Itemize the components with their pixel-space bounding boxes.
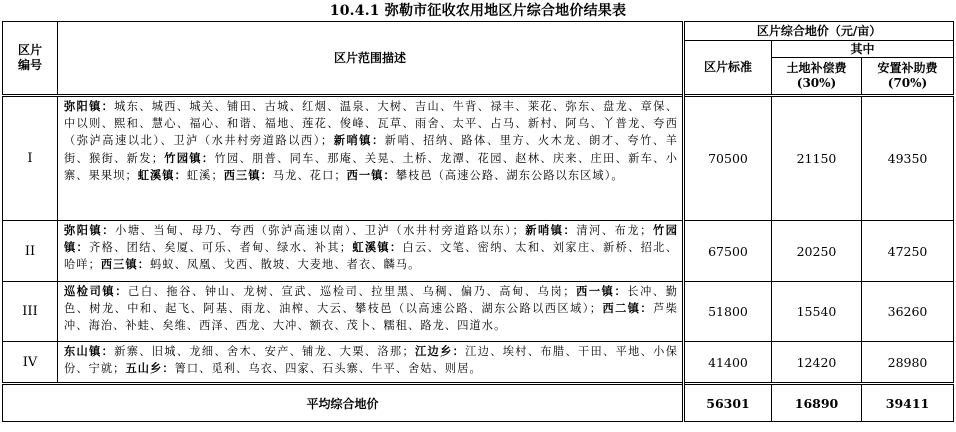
average-resettlement-subsidy: 39411 bbox=[862, 384, 954, 422]
place-list: 箐口、觅利、乌衣、四家、石头寨、牛平、舍姑、则居。 bbox=[174, 362, 482, 376]
header-land-compensation-label: 土地补偿费 bbox=[786, 61, 847, 75]
town-name: 新哨镇： bbox=[524, 223, 577, 237]
header-resettlement-subsidy bbox=[862, 58, 954, 96]
resettlement-subsidy-cell: 49350 bbox=[862, 96, 954, 221]
town-name: 弥阳镇： bbox=[64, 99, 115, 113]
land-compensation-cell: 12420 bbox=[772, 342, 862, 384]
zone-standard-cell: 51800 bbox=[684, 282, 772, 342]
town-name: 西一镇： bbox=[575, 284, 628, 298]
average-row bbox=[3, 384, 954, 422]
place-list: 己白、拖谷、钟山、龙树、宣武、巡检司、拉里黑、乌稠、偏乃、高甸、乌岗； bbox=[128, 285, 576, 298]
zone-standard-cell: 41400 bbox=[684, 342, 772, 384]
header-zone-standard: 区片标准 bbox=[684, 41, 772, 96]
average-zone-standard: 56301 bbox=[684, 384, 772, 422]
town-name: 弥阳镇： bbox=[64, 223, 116, 237]
place-list: 新寨、旧城、龙细、舍木、安产、铺龙、大栗、洛那； bbox=[114, 345, 415, 358]
place-list: 白云、文笔、密纳、太和、刘家庄、新桥、招北、哈咩； bbox=[64, 241, 678, 272]
header-of-which: 其中 bbox=[772, 41, 954, 58]
place-list: 芦柴冲、海治、补蛙、矣维、西泽、西龙、大冲、额衣、茂卜、糯租、路龙、四道水。 bbox=[64, 302, 679, 333]
header-resettlement-subsidy-label: 安置补助费 bbox=[877, 61, 938, 75]
town-name: 西三镇： bbox=[223, 167, 273, 182]
header-row-1 bbox=[3, 22, 954, 41]
header-resettlement-subsidy-pct: (70%) bbox=[887, 76, 928, 90]
town-name: 竹园镇： bbox=[164, 150, 215, 165]
town-name: 江边乡： bbox=[414, 344, 466, 358]
town-name: 虹溪镇： bbox=[352, 240, 403, 255]
place-list: 小塘、当甸、母乃、夸西（弥泸高速以南）、卫泸（水井村旁道路以东）； bbox=[115, 224, 525, 237]
place-list: 虹溪； bbox=[186, 168, 224, 182]
zone-scope-cell bbox=[58, 282, 684, 342]
table-row bbox=[3, 96, 954, 221]
town-name: 西三镇： bbox=[100, 257, 151, 272]
header-composite-price: 区片综合地价（元/亩） bbox=[684, 22, 954, 41]
place-list: 长冲、勤色、树龙、中和、起飞、阿基、雨龙、油榨、大云、攀枝邑（以高速公路、湖东公路以西区域）； bbox=[64, 285, 678, 316]
place-list: 清河、布龙； bbox=[576, 224, 653, 237]
zone-code-cell: I bbox=[3, 96, 58, 221]
zone-standard-cell: 67500 bbox=[684, 221, 772, 282]
town-name: 新哨镇： bbox=[333, 133, 385, 148]
zone-scope-cell bbox=[58, 221, 684, 282]
resettlement-subsidy-cell: 47250 bbox=[862, 221, 954, 282]
table-row bbox=[3, 342, 954, 384]
town-name: 竹园镇： bbox=[64, 223, 679, 255]
land-price-table bbox=[2, 21, 954, 422]
land-compensation-cell: 20250 bbox=[772, 221, 862, 282]
town-name: 西一镇： bbox=[346, 167, 396, 182]
land-compensation-cell: 21150 bbox=[772, 96, 862, 221]
header-zone-scope: 区片范围描述 bbox=[58, 22, 684, 96]
place-list: 马龙、花口； bbox=[272, 168, 347, 182]
town-name: 西二镇： bbox=[602, 301, 654, 316]
header-zone-code: 区片编号 bbox=[3, 22, 58, 96]
zone-standard-cell: 70500 bbox=[684, 96, 772, 221]
land-compensation-cell: 15540 bbox=[772, 282, 862, 342]
place-list: 攀枝邑（高速公路、湖东公路以东区域）。 bbox=[395, 168, 624, 182]
table-row bbox=[3, 282, 954, 342]
place-list: 城东、城西、城关、铺田、古城、红烟、温泉、大树、吉山、牛背、禄丰、莱花、弥东、盘龙、章保、中以则、熙和、慧心、福心、和谐、福地、莲花、俊峰、瓦草、雨舍、太平、占马、新村、阿乌、丫普龙、夸西（弥泸高速以北）、卫泸（水井村旁道路以西）； bbox=[64, 100, 678, 148]
zone-code-cell: III bbox=[3, 282, 58, 342]
zone-scope-cell bbox=[58, 96, 684, 221]
place-list: 齐格、团结、矣厦、可乐、者甸、绿水、补其； bbox=[89, 241, 353, 255]
town-name: 五山乡： bbox=[125, 361, 175, 376]
town-name: 虹溪镇： bbox=[137, 167, 187, 182]
average-label: 平均综合地价 bbox=[3, 384, 684, 422]
zone-scope-cell bbox=[58, 342, 684, 384]
zone-code-cell: IV bbox=[3, 342, 58, 384]
average-land-compensation: 16890 bbox=[772, 384, 862, 422]
header-land-compensation-pct: (30%) bbox=[796, 76, 837, 90]
resettlement-subsidy-cell: 28980 bbox=[862, 342, 954, 384]
table-row bbox=[3, 221, 954, 282]
place-list: 竹园、朋普、同车、那庵、关晃、土桥、龙潭、花园、赵林、庆来、庄田、新车、小寨、果果坝； bbox=[64, 151, 678, 182]
table-title: 10.4.1 弥勒市征收农用地区片综合地价结果表 bbox=[329, 3, 627, 19]
header-land-compensation bbox=[772, 58, 862, 96]
place-list: 蚂蚁、凤凰、戈西、散坡、大麦地、者衣、麟马。 bbox=[150, 258, 421, 272]
zone-code-cell: II bbox=[3, 221, 58, 282]
resettlement-subsidy-cell: 36260 bbox=[862, 282, 954, 342]
place-list: 江边、埃村、布腊、干田、平地、小保份、宁就； bbox=[64, 345, 679, 376]
town-name: 东山镇： bbox=[64, 344, 115, 358]
place-list: 新哨、招纳、路体、里方、火木龙、朗才、夸竹、羊街、猴街、新发； bbox=[64, 134, 678, 165]
town-name: 巡检司镇： bbox=[64, 284, 129, 298]
